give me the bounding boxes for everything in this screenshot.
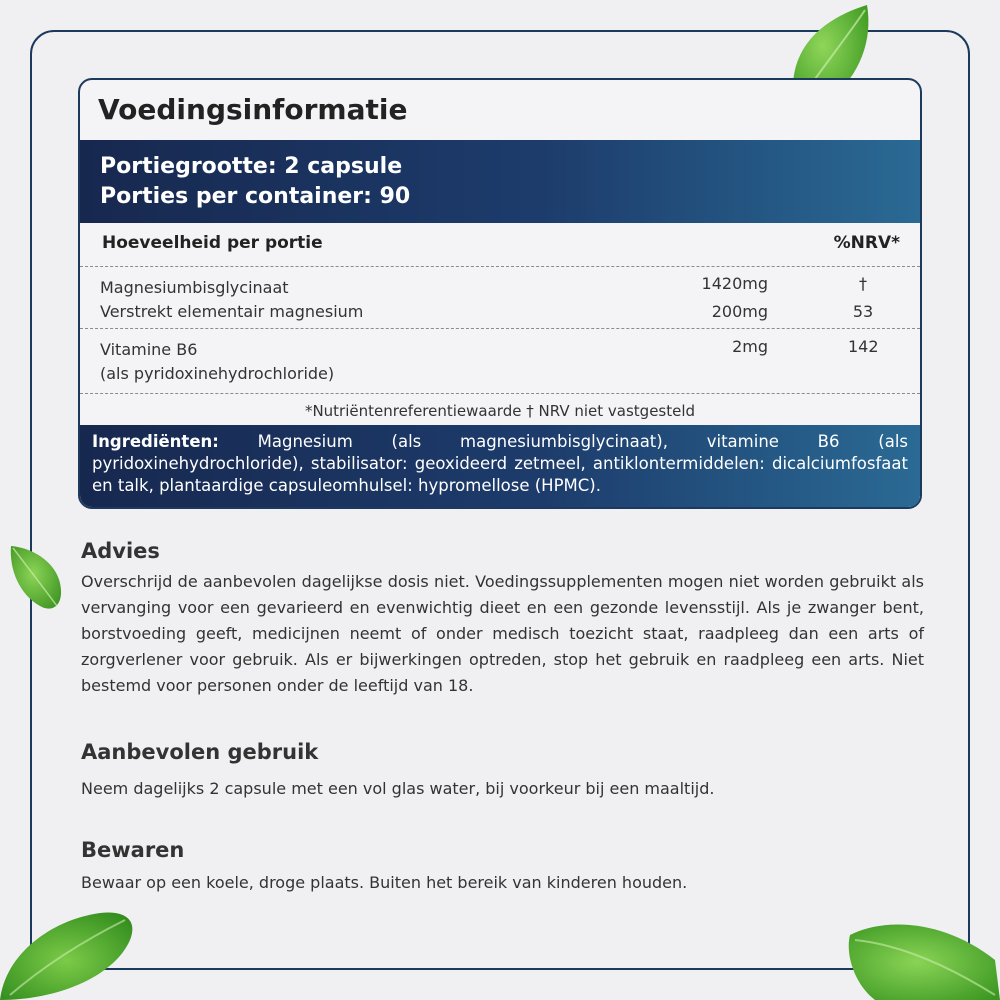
nutrient-name: Verstrekt elementair magnesium bbox=[100, 302, 364, 321]
usage-text: Neem dagelijks 2 capsule met een vol glas water, bij voorkeur bij een maaltijd. bbox=[81, 779, 715, 798]
nutrient-amount: 200mg bbox=[711, 302, 768, 321]
advies-text: Overschrijd de aanbevolen dagelijkse dosis niet. Voedingssupplementen mogen niet worden gebruikt als vervanging voor een gevarieerd en evenwichtig dieet en een gezonde levensstijl. Als je zwanger bent, borstvoeding geeft, medicijnen neemt of onder medisch toezicht staat, raadpleeg dan een arts of zorgverlener voor gebruik. Als er bijwerkingen optreden, stop het gebruik en raadpleeg een arts. Niet bestemd voor personen onder de leeftijd van 18. bbox=[81, 572, 924, 695]
nutrient-nrv: 53 bbox=[852, 302, 874, 321]
servings-per-container: Porties per container: 90 bbox=[100, 184, 411, 209]
nutrient-amount: 1420mg bbox=[701, 274, 768, 293]
leaf-icon bbox=[0, 905, 140, 1000]
leaf-icon bbox=[5, 540, 65, 615]
table-header bbox=[80, 223, 920, 267]
nutrient-amount: 2mg bbox=[732, 337, 768, 356]
amount-per-serving-header: Hoeveelheid per portie bbox=[102, 233, 323, 253]
storage-title: Bewaren bbox=[81, 838, 185, 862]
nutrient-nrv: 142 bbox=[848, 337, 879, 356]
nutrient-name: (als pyridoxinehydrochloride) bbox=[100, 364, 335, 383]
table-row bbox=[80, 267, 920, 329]
serving-size: Portiegrootte: 2 capsule bbox=[100, 154, 403, 179]
ingredients-label: Ingrediënten: bbox=[92, 432, 219, 451]
nutrition-panel bbox=[78, 78, 922, 509]
panel-title: Voedingsinformatie bbox=[98, 93, 408, 126]
leaf-icon bbox=[845, 915, 1000, 1000]
nrv-header: %NRV* bbox=[833, 233, 900, 253]
nutrient-name: Vitamine B6 bbox=[100, 340, 198, 359]
advies-title: Advies bbox=[81, 539, 160, 563]
storage-text: Bewaar op een koele, droge plaats. Buiten het bereik van kinderen houden. bbox=[81, 873, 688, 892]
nutrient-nrv: † bbox=[859, 274, 867, 293]
table-row bbox=[80, 329, 920, 394]
usage-title: Aanbevolen gebruik bbox=[81, 740, 319, 764]
ingredients-text: Magnesium (als magnesiumbisglycinaat), vitamine B6 (als pyridoxinehydrochloride), stabilisator: geoxideerd zetmeel, antiklontermiddelen: dicalciumfosfaat en talk, plantaardige capsuleomhulsel: hypromellose (HPMC). bbox=[92, 432, 908, 495]
nutrient-name: Magnesiumbisglycinaat bbox=[100, 278, 289, 297]
ingredients bbox=[80, 425, 920, 507]
footnote: *Nutriëntenreferentiewaarde † NRV niet vastgesteld bbox=[304, 402, 696, 420]
serving-info bbox=[80, 140, 920, 223]
